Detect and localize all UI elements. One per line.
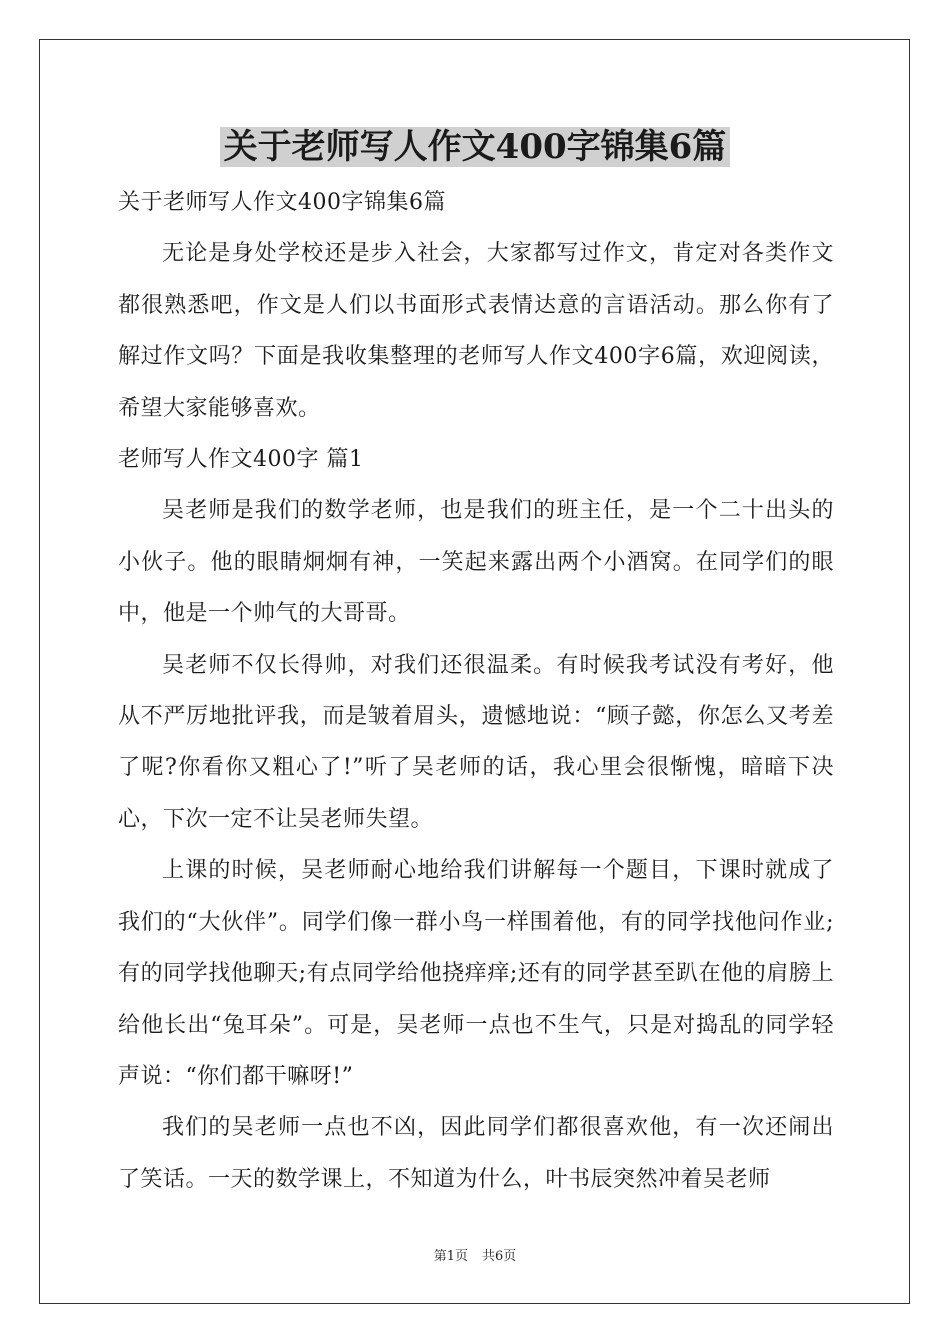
intro-paragraph: 无论是身处学校还是步入社会，大家都写过作文，肯定对各类作文都很熟悉吧，作文是人们以书面形式表情达意的言语活动。那么你有了解过作文吗？下面是我收集整理的老师写人作文400字6篇，欢迎阅读，希望大家能够喜欢。: [118, 241, 834, 421]
body-paragraph: 吴老师是我们的数学老师，也是我们的班主任，是一个二十出头的小伙子。他的眼睛炯炯有神，一笑起来露出两个小酒窝。在同学们的眼中，他是一个帅气的大哥哥。: [118, 498, 834, 627]
page-total: 共6页: [482, 1249, 517, 1264]
body-paragraph: 我们的吴老师一点也不凶，因此同学们都很喜欢他，有一次还闹出了笑话。一天的数学课上，不知道为什么，叶书辰突然冲着吴老师: [118, 1115, 834, 1192]
document-title-text: 关于老师写人作文400字锦集6篇: [220, 127, 731, 167]
section-heading: 老师写人作文400字 篇1: [118, 447, 364, 473]
subtitle-line: 关于老师写人作文400字锦集6篇: [118, 190, 446, 215]
page-number: 第1页: [433, 1249, 468, 1264]
page-footer: [0, 1248, 950, 1266]
document-body: [118, 177, 834, 1205]
body-paragraph: 吴老师不仅长得帅，对我们还很温柔。有时候我考试没有考好，他从不严厉地批评我，而是皱着眉头，遗憾地说：“顾子懿，你怎么又考差了呢?你看你又粗心了!”听了吴老师的话，我心里会很惭愧，暗暗下决心，下次一定不让吴老师失望。: [118, 652, 834, 832]
body-paragraph: 上课的时候，吴老师耐心地给我们讲解每一个题目，下课时就成了我们的“大伙伴”。同学们像一群小鸟一样围着他，有的同学找他问作业;有的同学找他聊天;有点同学给他挠痒痒;还有的同学甚至趴在他的肩膀上给他长出“兔耳朵”。可是，吴老师一点也不生气，只是对捣乱的同学轻声说：“你们都干嘛呀!”: [118, 858, 834, 1089]
document-title: [0, 124, 950, 170]
